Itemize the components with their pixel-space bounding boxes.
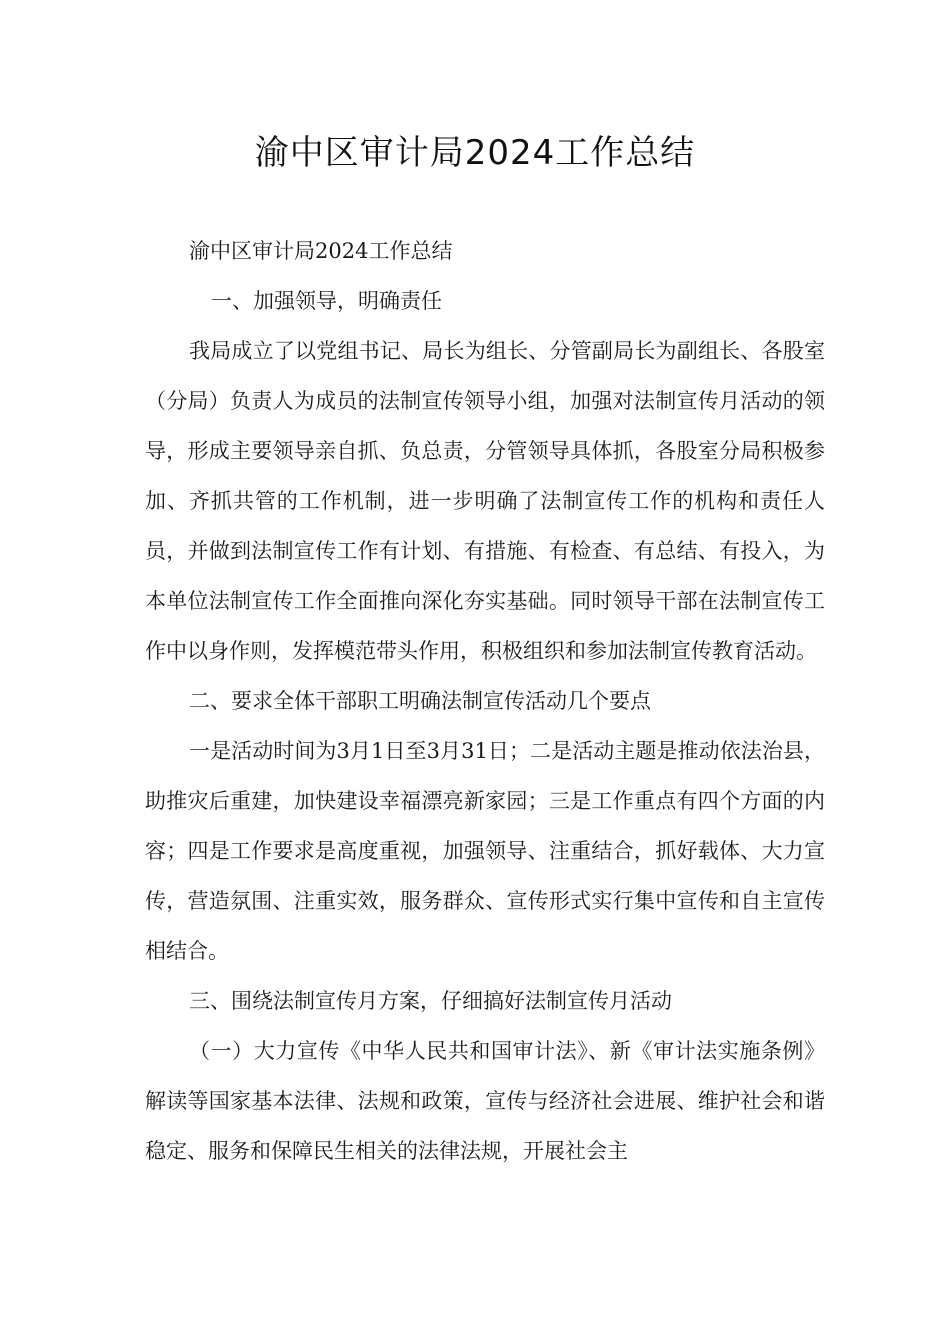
paragraph-section-1: 我局成立了以党组书记、局长为组长、分管副局长为副组长、各股室（分局）负责人为成员的法制宣传领导小组，加强对法制宣传月活动的领导，形成主要领导亲自抓、负总责，分管领导具体抓，各股室分局积极参加、齐抓共管的工作机制，进一步明确了法制宣传工作的机构和责任人员，并做到法制宣传工作有计划、有措施、有检查、有总结、有投入，为本单位法制宣传工作全面推向深化夯实基础。同时领导干部在法制宣传工作中以身作则，发挥模范带头作用，积极组织和参加法制宣传教育活动。 <box>145 339 825 663</box>
paragraph-subtitle: 渝中区审计局2024工作总结 <box>189 239 453 263</box>
paragraph-section-2: 一是活动时间为3月1日至3月31日；二是活动主题是推动依法治县，助推灾后重建，加快建设幸福漂亮新家园；三是工作重点有四个方面的内容；四是工作要求是高度重视，加强领导、注重结合，抓好载体、大力宣传，营造氛围、注重实效，服务群众、宣传形式实行集中宣传和自主宣传相结合。 <box>145 739 825 963</box>
document-body <box>145 226 825 1176</box>
section-heading-2: 二、要求全体干部职工明确法制宣传活动几个要点 <box>189 689 651 713</box>
section-heading-3: 三、围绕法制宣传月方案，仔细搞好法制宣传月活动 <box>189 989 672 1013</box>
document-title: 渝中区审计局2024工作总结 <box>254 133 696 173</box>
section-heading-1: 一、加强领导，明确责任 <box>211 289 442 313</box>
paragraph-section-3-item-1: （一）大力宣传《中华人民共和国审计法》、新《审计法实施条例》解读等国家基本法律、法规和政策，宣传与经济社会进展、维护社会和谐稳定、服务和保障民生相关的法律法规，开展社会主 <box>145 1039 825 1163</box>
